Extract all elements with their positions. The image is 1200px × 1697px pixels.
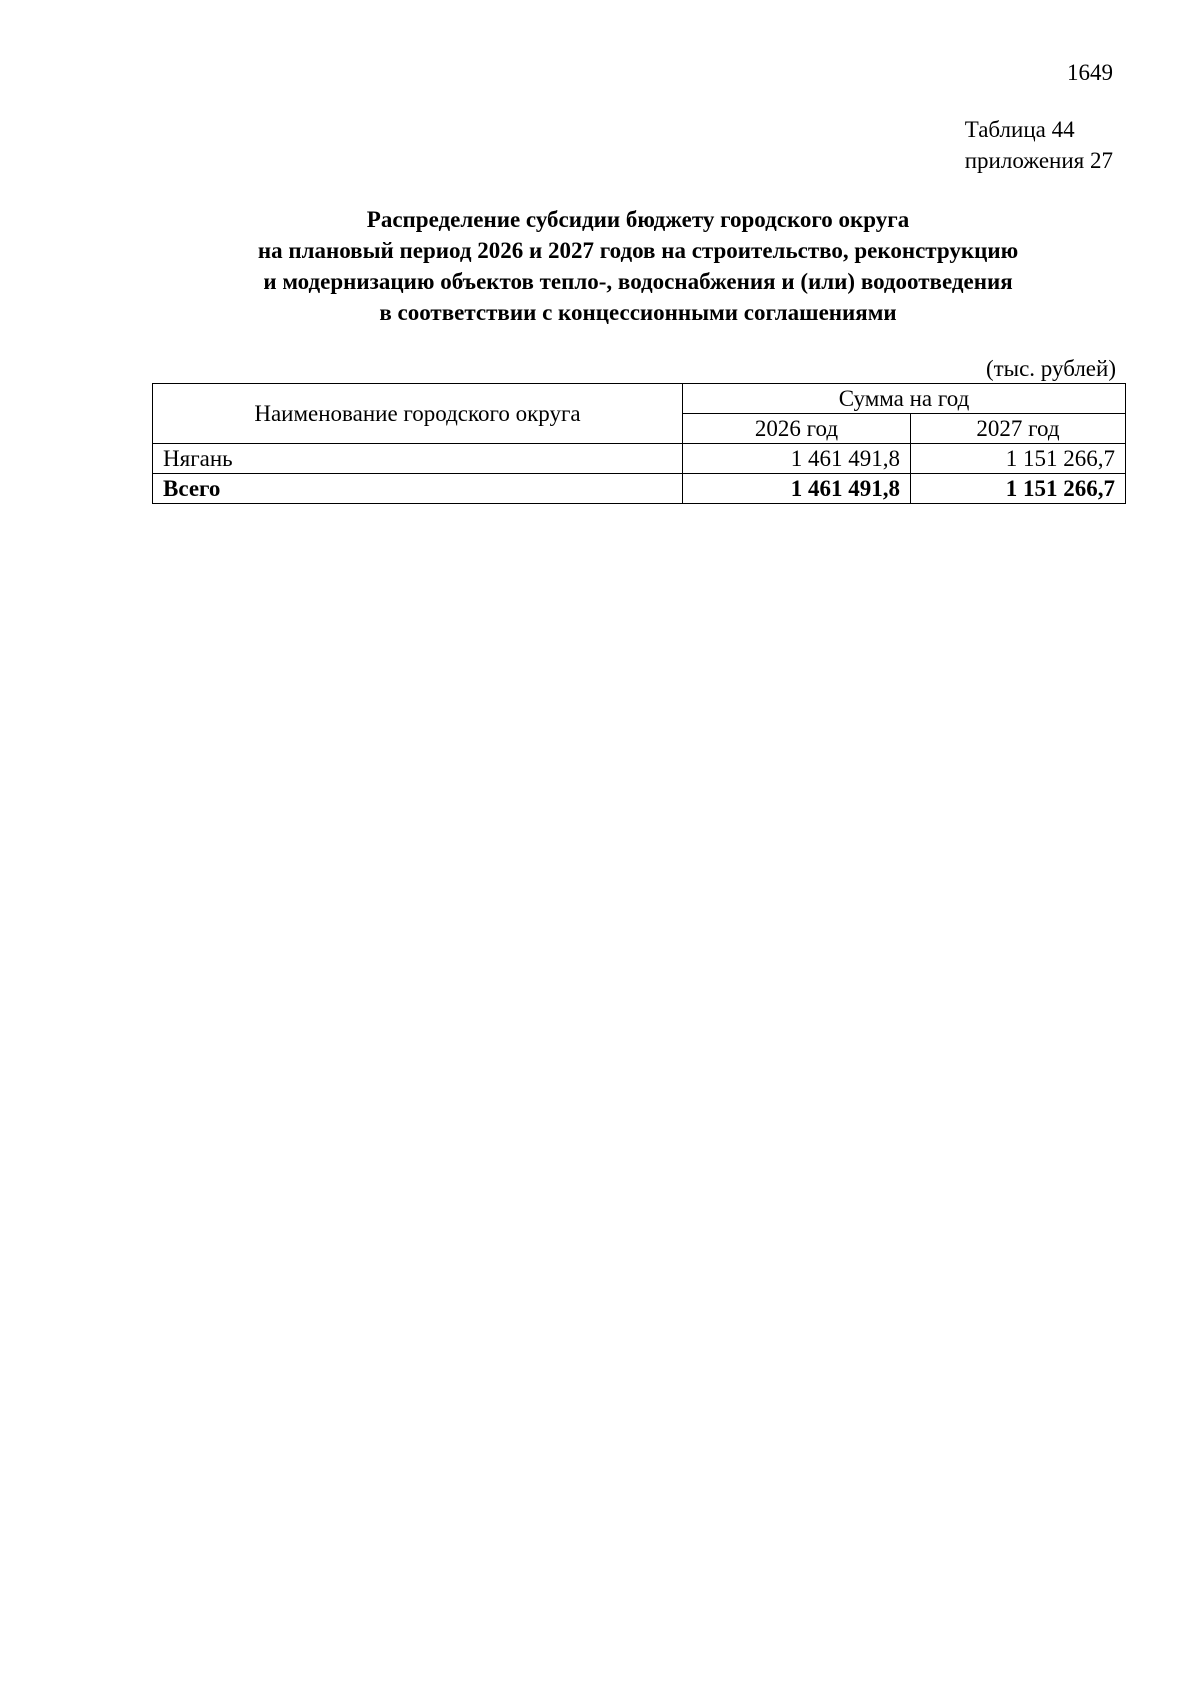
header-year-2027: 2027 год	[911, 414, 1126, 444]
document-title	[155, 204, 1121, 328]
subsidy-table	[152, 383, 1126, 504]
row-value-2026: 1 461 491,8	[683, 444, 911, 474]
title-line: на плановый период 2026 и 2027 годов на строительство, реконструкцию	[257, 238, 1019, 263]
row-value-2027: 1 151 266,7	[911, 444, 1126, 474]
title-line: Распределение субсидии бюджету городского округа	[366, 207, 910, 232]
title-line: и модернизацию объектов тепло-, водоснабжения и (или) водоотведения	[263, 269, 1013, 294]
units-label: (тыс. рублей)	[985, 356, 1116, 381]
header-year-2026: 2026 год	[683, 414, 911, 444]
header-name: Наименование городского округа	[153, 384, 683, 444]
table-header-row	[153, 384, 1126, 414]
row-name: Нягань	[153, 444, 683, 474]
page-number: 1649	[1067, 60, 1113, 85]
total-value-2027: 1 151 266,7	[911, 474, 1126, 504]
title-line: в соответствии с концессионными соглашениями	[379, 300, 897, 325]
table-reference	[965, 114, 1113, 176]
table-row	[153, 444, 1126, 474]
total-label: Всего	[153, 474, 683, 504]
total-value-2026: 1 461 491,8	[683, 474, 911, 504]
header-sum: Сумма на год	[683, 384, 1126, 414]
appendix-reference-line: приложения 27	[964, 148, 1113, 173]
total-row	[153, 474, 1126, 504]
table-reference-line: Таблица 44	[964, 117, 1075, 142]
